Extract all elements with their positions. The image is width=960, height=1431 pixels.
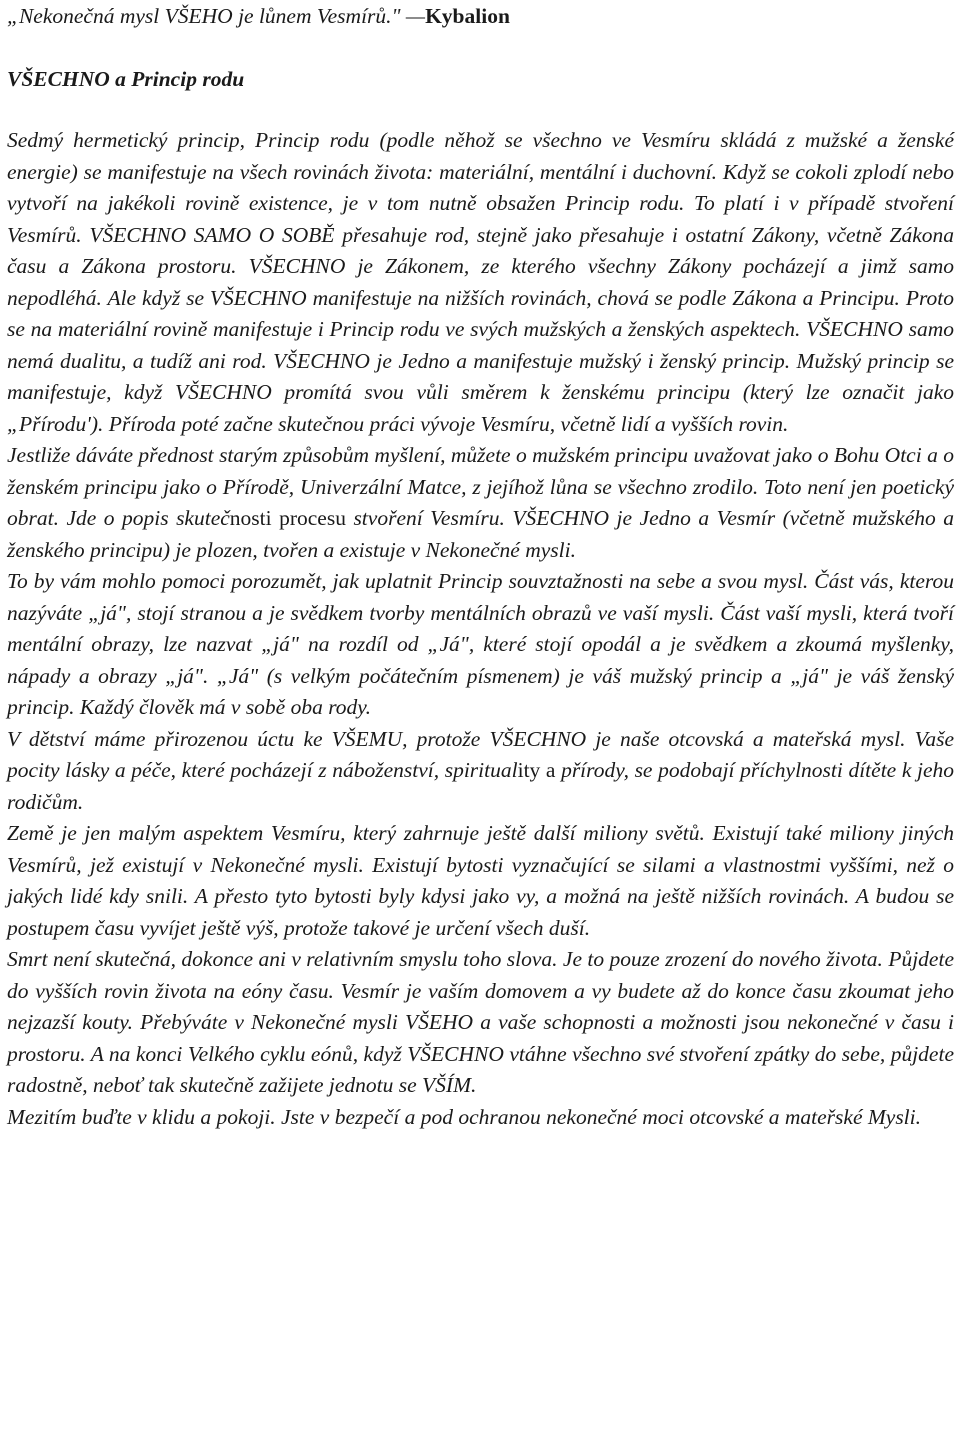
text-run: Země je jen malým aspektem Vesmíru, který zahrnuje ještě další miliony světů. Existují také miliony jiných Vesmírů, jež existují v Nekonečné mysli. Existují bytosti vyznačující se silami a vlastnostmi vyššími, než o jakých lidé kdy snili. A přesto tyto bytosti byly kdysi jako vy, a možná na ještě nižších rovinách. A budou se postupem času vyvíjet ještě výš, protože takové je určení všech duší.: [7, 821, 954, 940]
paragraph: [7, 566, 954, 724]
paragraph: [7, 440, 954, 566]
paragraph: [7, 1102, 954, 1134]
epigraph-quote: [7, 0, 954, 32]
text-run: Když se cokoli zplodí nebo vytvoří na jakékoli rovině existence, je v tom nutně obsažen Princip rodu. To platí i v případě stvoření Vesmírů. VŠECHNO SAMO O SOBĚ přesahuje rod, stejně jako přesahuje i ostatní Zákony, včetně Zákona času a Zákona prostoru. VŠECHNO je Zákonem, ze kterého všechny Zákony pocházejí a jimž samo nepodléhá. Ale když se VŠECHNO manifestuje na nižších rovinách, chová se podle Zákona a Principu. Proto se na materiální rovině manifestuje i Princip rodu ve svých mužských a ženských aspektech. VŠECHNO samo nemá dualitu, a tudíž ani rod. VŠECHNO je Jedno a manifestuje mužský i ženský princip. Mužský princip se manifestuje, když VŠECHNO promítá svou vůli směrem k ženskému principu (který lze označit jako „Přírodu'). Příroda poté začne skutečnou práci vývoje Vesmíru, včetně lidí a vyšších rovin.: [7, 159, 954, 436]
section-heading: VŠECHNO a Princip rodu: [7, 67, 245, 91]
text-run: Jestliže dáváte přednost starým způsobům myšlení, můžete o mužském principu uvažovat jako o Bohu Otci a o ženském principu jako o Přírodě, Univerzální Matce, z jejíhož lůna se všechno zrodilo. Toto není jen poetický obrat. Jde o popis skuteč: [7, 443, 954, 530]
body-text: [7, 125, 954, 1133]
paragraph: [7, 818, 954, 944]
text-run: Mezitím buďte v klidu a pokoji. Jste v bezpečí a pod ochranou nekonečné moci otcovské a mateřské Mysli.: [7, 1104, 922, 1129]
text-run: Sedmý hermetický princip, Princip rodu (podle něhož se všechno ve Vesmíru skládá z mužské a ženské energie) se manifestuje na všech rovinách života: materiální, mentální i duchovní.: [7, 128, 954, 184]
text-run: Smrt není skutečná, dokonce ani v relativním smyslu toho slova. Je to pouze zrození do nového života. Půjdete do vyšších rovin života na eóny času. Vesmír je vaším domovem a vy budete až do konce času zkoumat jeho nejzazší kouty. Přebýváte v Nekonečné mysli VŠEHO a vaše schopnosti a možnosti jsou nekonečné v času i prostoru. A na konci Velkého cyklu eónů, když VŠECHNO vtáhne všechno své stvoření zpátky do sebe, půjdete radostně, neboť tak skutečně zažijete jednotu se VŠÍM.: [7, 947, 954, 1097]
paragraph: [7, 944, 954, 1102]
paragraph: [7, 125, 954, 440]
text-run: V dětství máme přirozenou úctu ke VŠEMU, protože VŠECHNO je naše otcovská a mateřská mysl. Vaše pocity lásky a péče, které pocházejí z náboženství, spiritual: [7, 726, 954, 782]
text-run: ity a: [517, 758, 562, 782]
text-run: přírody, se podobají příchylnosti dítěte k jeho rodičům.: [7, 758, 954, 814]
text-run: nosti procesu: [229, 506, 354, 530]
quote-text: „Nekonečná mysl VŠEHO je lůnem Vesmírů." —: [7, 4, 426, 28]
paragraph: [7, 724, 954, 819]
text-run: To by vám mohlo pomoci porozumět, jak uplatnit Princip souvztažnosti na sebe a svou mysl. Část vás, kterou nazýváte „já", stojí stranou a je svědkem tvorby mentálních obrazů ve vaší mysli. Část vaší mysli, která tvoří mentální obrazy, lze nazvat „já" na rozdíl od „Já", které stojí opodál a je svědkem a zkoumá myšlenky, nápady a obrazy „já". „Já" (s velkým počátečním písmenem) je váš mužský princip a „já" je váš ženský princip. Každý člověk má v sobě oba rody.: [7, 569, 954, 719]
quote-author: Kybalion: [425, 4, 510, 28]
text-run: stvoření Vesmíru. VŠECHNO je Jedno a Vesmír (včetně mužského a ženského principu) je plozen, tvořen a existuje v Nekonečné mysli.: [7, 506, 954, 562]
